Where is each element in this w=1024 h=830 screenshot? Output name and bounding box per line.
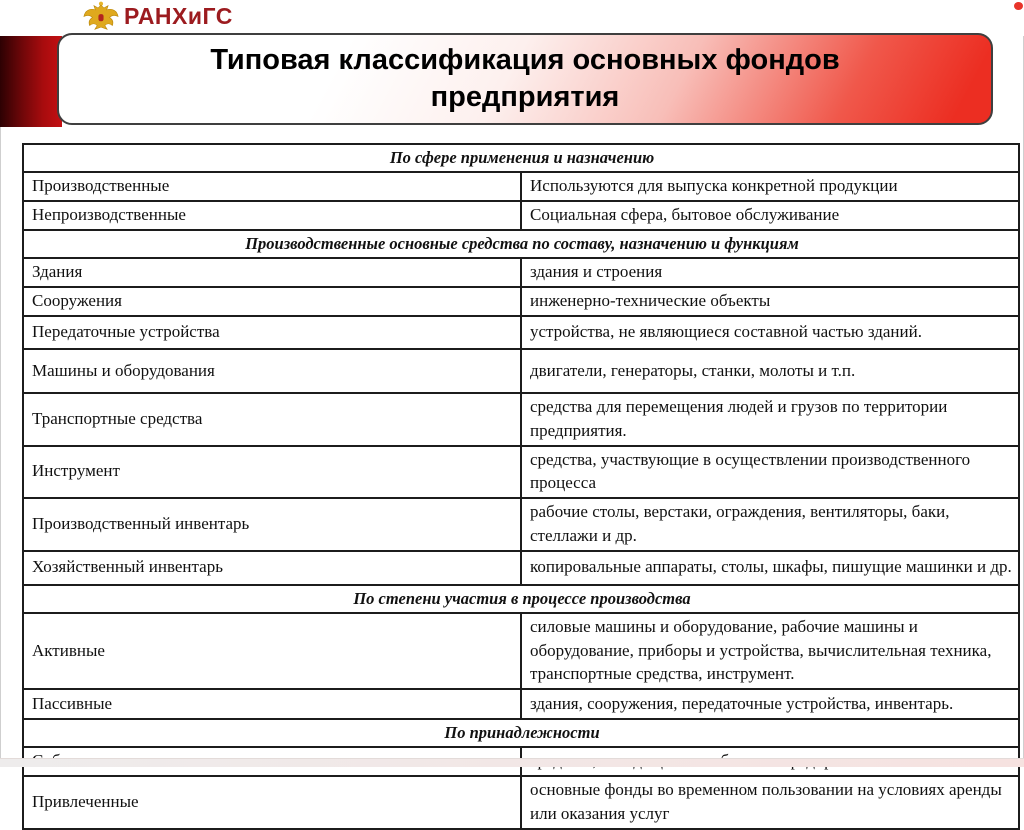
definition-cell: силовые машины и оборудование, рабочие машины и оборудование, приборы и устройства, вычислительная техника, транспортные средства, инструмент. (521, 613, 1019, 689)
term-cell: Пассивные (23, 689, 521, 719)
section-header-row (23, 719, 1019, 747)
classification-table (22, 143, 1020, 830)
section-header-cell: По степени участия в процессе производства (23, 585, 1019, 613)
definition-cell: здания, сооружения, передаточные устройства, инвентарь. (521, 689, 1019, 719)
term-cell: Производственные (23, 172, 521, 201)
ranepa-logo (82, 1, 233, 32)
top-band (0, 0, 1024, 36)
classification-table-body (23, 144, 1019, 829)
definition-cell: здания и строения (521, 258, 1019, 287)
definition-cell: устройства, не являющиеся составной частью зданий. (521, 316, 1019, 349)
table-row (23, 172, 1019, 201)
section-header-row (23, 230, 1019, 258)
term-cell: Машины и оборудования (23, 349, 521, 393)
term-cell: Активные (23, 613, 521, 689)
table-row (23, 393, 1019, 446)
table-row (23, 258, 1019, 287)
section-header-cell: Производственные основные средства по составу, назначению и функциям (23, 230, 1019, 258)
red-accent-bar (0, 36, 62, 127)
definition-cell: двигатели, генераторы, станки, молоты и т.п. (521, 349, 1019, 393)
definition-cell: средства для перемещения людей и грузов по территории предприятия. (521, 393, 1019, 446)
table-row (23, 446, 1019, 499)
table-row (23, 201, 1019, 230)
definition-cell: Используются для выпуска конкретной продукции (521, 172, 1019, 201)
section-header-row (23, 144, 1019, 172)
section-header-cell: По принадлежности (23, 719, 1019, 747)
table-row (23, 498, 1019, 551)
table-row (23, 316, 1019, 349)
table-row (23, 287, 1019, 316)
term-cell: Передаточные устройства (23, 316, 521, 349)
term-cell: Непроизводственные (23, 201, 521, 230)
term-cell: Привлеченные (23, 776, 521, 829)
definition-cell: основные фонды во временном пользовании на условиях аренды или оказания услуг (521, 776, 1019, 829)
eagle-emblem-icon (82, 1, 120, 32)
table-row (23, 776, 1019, 829)
term-cell: Здания (23, 258, 521, 287)
definition-cell: рабочие столы, верстаки, ограждения, вентиляторы, баки, стеллажи и др. (521, 498, 1019, 551)
bottom-strip (0, 758, 1024, 767)
title-banner (57, 33, 993, 125)
section-header-row (23, 585, 1019, 613)
table-row (23, 689, 1019, 719)
definition-cell: Социальная сфера, бытовое обслуживание (521, 201, 1019, 230)
table-row (23, 349, 1019, 393)
section-header-cell: По сфере применения и назначению (23, 144, 1019, 172)
term-cell: Хозяйственный инвентарь (23, 551, 521, 585)
term-cell: Инструмент (23, 446, 521, 499)
corner-decoration-icon (1014, 2, 1023, 10)
term-cell: Производственный инвентарь (23, 498, 521, 551)
table-row (23, 551, 1019, 585)
logo-text: РАНХиГС (124, 3, 233, 29)
slide-title: Типовая классификация основных фондов предприятия (210, 44, 840, 113)
table-row (23, 613, 1019, 689)
term-cell: Сооружения (23, 287, 521, 316)
definition-cell: инженерно-технические объекты (521, 287, 1019, 316)
definition-cell: копировальные аппараты, столы, шкафы, пишущие машинки и др. (521, 551, 1019, 585)
term-cell: Транспортные средства (23, 393, 521, 446)
title-area (0, 33, 1024, 127)
definition-cell: средства, участвующие в осуществлении производственного процесса (521, 446, 1019, 499)
